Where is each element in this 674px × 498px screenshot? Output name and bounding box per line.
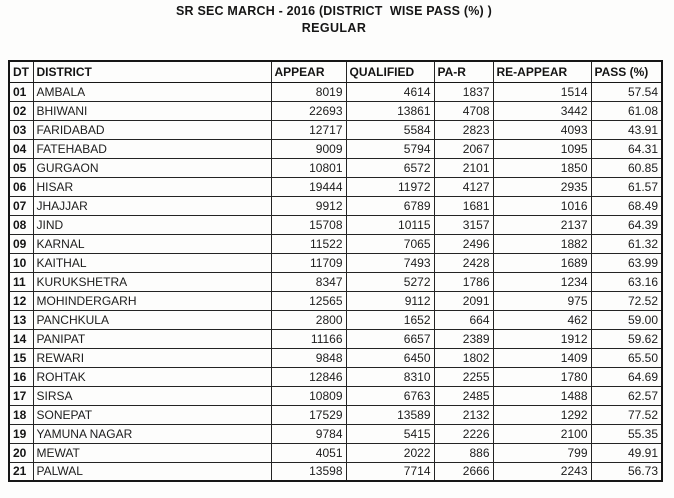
re-appear-cell: 799 — [493, 443, 591, 462]
pass-pct-cell: 43.91 — [591, 120, 662, 139]
appear-cell: 22693 — [271, 101, 346, 120]
qualified-cell: 5415 — [346, 424, 434, 443]
district-cell: SIRSA — [33, 386, 271, 405]
appear-cell: 11522 — [271, 234, 346, 253]
appear-cell: 2800 — [271, 310, 346, 329]
re-appear-cell: 1514 — [493, 82, 591, 101]
appear-cell: 9784 — [271, 424, 346, 443]
dt-cell: 03 — [9, 120, 33, 139]
appear-cell: 12717 — [271, 120, 346, 139]
re-appear-cell: 2137 — [493, 215, 591, 234]
district-cell: PALWAL — [33, 462, 271, 481]
dt-cell: 11 — [9, 272, 33, 291]
re-appear-cell: 3442 — [493, 101, 591, 120]
re-appear-cell: 1850 — [493, 158, 591, 177]
table-row — [9, 405, 662, 424]
district-cell: HISAR — [33, 177, 271, 196]
re-appear-cell: 4093 — [493, 120, 591, 139]
dt-cell: 07 — [9, 196, 33, 215]
pass-pct-cell: 64.69 — [591, 367, 662, 386]
pass-pct-cell: 77.52 — [591, 405, 662, 424]
table-row — [9, 348, 662, 367]
pass-pct-cell: 64.39 — [591, 215, 662, 234]
re-appear-cell: 2243 — [493, 462, 591, 481]
pass-pct-cell: 57.54 — [591, 82, 662, 101]
dt-cell: 01 — [9, 82, 33, 101]
qualified-cell: 7493 — [346, 253, 434, 272]
table-row — [9, 139, 662, 158]
qualified-cell: 9112 — [346, 291, 434, 310]
pa-r-cell: 886 — [434, 443, 493, 462]
dt-cell: 17 — [9, 386, 33, 405]
district-cell: GURGAON — [33, 158, 271, 177]
appear-cell: 17529 — [271, 405, 346, 424]
pass-pct-cell: 65.50 — [591, 348, 662, 367]
pa-r-cell: 1681 — [434, 196, 493, 215]
appear-cell: 9912 — [271, 196, 346, 215]
re-appear-cell: 1912 — [493, 329, 591, 348]
appear-cell: 11166 — [271, 329, 346, 348]
pass-pct-cell: 56.73 — [591, 462, 662, 481]
pa-r-cell: 3157 — [434, 215, 493, 234]
district-cell: MEWAT — [33, 443, 271, 462]
table-row — [9, 120, 662, 139]
pass-pct-cell: 59.62 — [591, 329, 662, 348]
appear-cell: 9009 — [271, 139, 346, 158]
re-appear-cell: 1409 — [493, 348, 591, 367]
re-appear-cell: 975 — [493, 291, 591, 310]
pass-pct-cell: 63.99 — [591, 253, 662, 272]
table-row — [9, 253, 662, 272]
re-appear-cell: 2935 — [493, 177, 591, 196]
appear-cell: 9848 — [271, 348, 346, 367]
pa-r-cell: 2389 — [434, 329, 493, 348]
qualified-cell: 4614 — [346, 82, 434, 101]
column-header-pass-pct: PASS (%) — [591, 61, 662, 82]
column-header-re-appear: RE-APPEAR — [493, 61, 591, 82]
qualified-cell: 13861 — [346, 101, 434, 120]
pass-pct-cell: 59.00 — [591, 310, 662, 329]
qualified-cell: 7065 — [346, 234, 434, 253]
table-row — [9, 310, 662, 329]
appear-cell: 12846 — [271, 367, 346, 386]
dt-cell: 12 — [9, 291, 33, 310]
pass-pct-cell: 72.52 — [591, 291, 662, 310]
appear-cell: 12565 — [271, 291, 346, 310]
appear-cell: 8347 — [271, 272, 346, 291]
dt-cell: 10 — [9, 253, 33, 272]
qualified-cell: 1652 — [346, 310, 434, 329]
re-appear-cell: 1095 — [493, 139, 591, 158]
appear-cell: 8019 — [271, 82, 346, 101]
qualified-cell: 5584 — [346, 120, 434, 139]
pa-r-cell: 2101 — [434, 158, 493, 177]
dt-cell: 14 — [9, 329, 33, 348]
pa-r-cell: 2666 — [434, 462, 493, 481]
table-row — [9, 329, 662, 348]
table-row — [9, 101, 662, 120]
dt-cell: 08 — [9, 215, 33, 234]
district-cell: PANIPAT — [33, 329, 271, 348]
district-cell: AMBALA — [33, 82, 271, 101]
pass-pct-cell: 62.57 — [591, 386, 662, 405]
pass-pct-cell: 64.31 — [591, 139, 662, 158]
district-cell: FATEHABAD — [33, 139, 271, 158]
pa-r-cell: 2067 — [434, 139, 493, 158]
pa-r-cell: 4127 — [434, 177, 493, 196]
qualified-cell: 13589 — [346, 405, 434, 424]
pa-r-cell: 1837 — [434, 82, 493, 101]
dt-cell: 16 — [9, 367, 33, 386]
district-cell: SONEPAT — [33, 405, 271, 424]
qualified-cell: 5272 — [346, 272, 434, 291]
district-cell: JHAJJAR — [33, 196, 271, 215]
table-row — [9, 462, 662, 481]
qualified-cell: 5794 — [346, 139, 434, 158]
table-row — [9, 367, 662, 386]
re-appear-cell: 1016 — [493, 196, 591, 215]
qualified-cell: 6657 — [346, 329, 434, 348]
appear-cell: 11709 — [271, 253, 346, 272]
district-cell: PANCHKULA — [33, 310, 271, 329]
district-cell: JIND — [33, 215, 271, 234]
column-header-qualified: QUALIFIED — [346, 61, 434, 82]
district-pass-table — [8, 60, 663, 482]
district-cell: YAMUNA NAGAR — [33, 424, 271, 443]
re-appear-cell: 1689 — [493, 253, 591, 272]
qualified-cell: 6763 — [346, 386, 434, 405]
pa-r-cell: 1786 — [434, 272, 493, 291]
dt-cell: 20 — [9, 443, 33, 462]
re-appear-cell: 462 — [493, 310, 591, 329]
pa-r-cell: 664 — [434, 310, 493, 329]
table-row — [9, 272, 662, 291]
column-header-appear: APPEAR — [271, 61, 346, 82]
pa-r-cell: 2823 — [434, 120, 493, 139]
appear-cell: 15708 — [271, 215, 346, 234]
pa-r-cell: 2428 — [434, 253, 493, 272]
re-appear-cell: 1780 — [493, 367, 591, 386]
qualified-cell: 7714 — [346, 462, 434, 481]
table-row — [9, 196, 662, 215]
district-cell: KAITHAL — [33, 253, 271, 272]
column-header-district: DISTRICT — [33, 61, 271, 82]
title-line-1: SR SEC MARCH - 2016 (DISTRICT WISE PASS (%) ) — [176, 4, 492, 18]
district-cell: KURUKSHETRA — [33, 272, 271, 291]
dt-cell: 21 — [9, 462, 33, 481]
document-title — [0, 4, 668, 35]
dt-cell: 13 — [9, 310, 33, 329]
pass-pct-cell: 61.32 — [591, 234, 662, 253]
dt-cell: 15 — [9, 348, 33, 367]
qualified-cell: 6450 — [346, 348, 434, 367]
district-cell: REWARI — [33, 348, 271, 367]
table-row — [9, 234, 662, 253]
column-header-pa-r: PA-R — [434, 61, 493, 82]
table-row — [9, 177, 662, 196]
qualified-cell: 8310 — [346, 367, 434, 386]
table-row — [9, 386, 662, 405]
title-line-2: REGULAR — [301, 21, 367, 35]
dt-cell: 02 — [9, 101, 33, 120]
dt-cell: 09 — [9, 234, 33, 253]
qualified-cell: 2022 — [346, 443, 434, 462]
re-appear-cell: 2100 — [493, 424, 591, 443]
qualified-cell: 6789 — [346, 196, 434, 215]
re-appear-cell: 1882 — [493, 234, 591, 253]
table-row — [9, 424, 662, 443]
pa-r-cell: 1802 — [434, 348, 493, 367]
pass-pct-cell: 49.91 — [591, 443, 662, 462]
pa-r-cell: 2132 — [434, 405, 493, 424]
re-appear-cell: 1234 — [493, 272, 591, 291]
dt-cell: 05 — [9, 158, 33, 177]
appear-cell: 13598 — [271, 462, 346, 481]
re-appear-cell: 1292 — [493, 405, 591, 424]
pa-r-cell: 4708 — [434, 101, 493, 120]
pass-pct-cell: 55.35 — [591, 424, 662, 443]
dt-cell: 06 — [9, 177, 33, 196]
district-cell: BHIWANI — [33, 101, 271, 120]
column-header-dt: DT — [9, 61, 33, 82]
table-row — [9, 158, 662, 177]
district-cell: FARIDABAD — [33, 120, 271, 139]
qualified-cell: 6572 — [346, 158, 434, 177]
district-cell: ROHTAK — [33, 367, 271, 386]
dt-cell: 04 — [9, 139, 33, 158]
pass-pct-cell: 63.16 — [591, 272, 662, 291]
dt-cell: 18 — [9, 405, 33, 424]
table-row — [9, 291, 662, 310]
district-cell: KARNAL — [33, 234, 271, 253]
pa-r-cell: 2496 — [434, 234, 493, 253]
appear-cell: 19444 — [271, 177, 346, 196]
appear-cell: 4051 — [271, 443, 346, 462]
pass-pct-cell: 60.85 — [591, 158, 662, 177]
table-row — [9, 82, 662, 101]
pa-r-cell: 2255 — [434, 367, 493, 386]
qualified-cell: 11972 — [346, 177, 434, 196]
dt-cell: 19 — [9, 424, 33, 443]
table-header-row — [9, 61, 662, 82]
pass-pct-cell: 61.08 — [591, 101, 662, 120]
table-body — [9, 82, 662, 481]
appear-cell: 10809 — [271, 386, 346, 405]
table-row — [9, 215, 662, 234]
pa-r-cell: 2226 — [434, 424, 493, 443]
qualified-cell: 10115 — [346, 215, 434, 234]
appear-cell: 10801 — [271, 158, 346, 177]
pass-pct-cell: 61.57 — [591, 177, 662, 196]
pa-r-cell: 2091 — [434, 291, 493, 310]
district-cell: MOHINDERGARH — [33, 291, 271, 310]
pass-pct-cell: 68.49 — [591, 196, 662, 215]
table-row — [9, 443, 662, 462]
re-appear-cell: 1488 — [493, 386, 591, 405]
pa-r-cell: 2485 — [434, 386, 493, 405]
